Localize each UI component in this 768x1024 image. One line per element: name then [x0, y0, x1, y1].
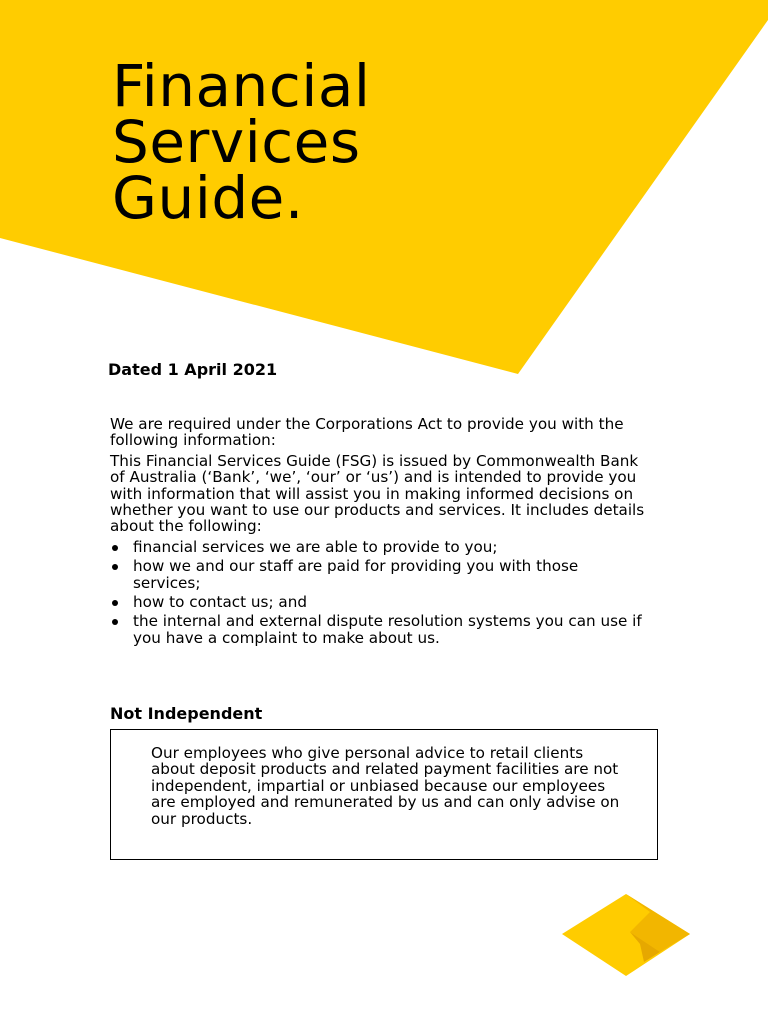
document-title	[112, 52, 371, 232]
list-item: financial services we are able to provide to you;	[110, 539, 650, 555]
title-line: Services	[112, 108, 361, 176]
title-line: Financial	[112, 52, 371, 120]
not-independent-text: Our employees who give personal advice to retail clients about deposit products and related payment facilities are not independent, impartial or unbiased because our employees are employed and remunerated by us and can only advise on our products.	[151, 744, 620, 828]
intro-paragraph: This Financial Services Guide (FSG) is issued by Commonwealth Bank of Australia (‘Bank’, ‘we’, ‘our’ or ‘us’) and is intended to provide you with information that will assist you in making informed decisions on whether you want to use our products and services. It includes details about the following:	[110, 451, 645, 536]
list-item: how we and our staff are paid for providing you with those services;	[110, 558, 650, 591]
commbank-diamond-icon	[560, 892, 692, 978]
not-independent-box	[110, 729, 658, 860]
intro-section	[110, 416, 650, 649]
document-date: Dated 1 April 2021	[108, 360, 278, 379]
list-item: the internal and external dispute resolution systems you can use if you have a complaint to make about us.	[110, 613, 650, 646]
intro-bullet-list	[110, 539, 650, 646]
title-line: Guide.	[112, 164, 304, 232]
not-independent-heading: Not Independent	[110, 704, 263, 723]
list-item: how to contact us; and	[110, 594, 650, 610]
intro-paragraph: We are required under the Corporations Act to provide you with the following information:	[110, 415, 624, 450]
